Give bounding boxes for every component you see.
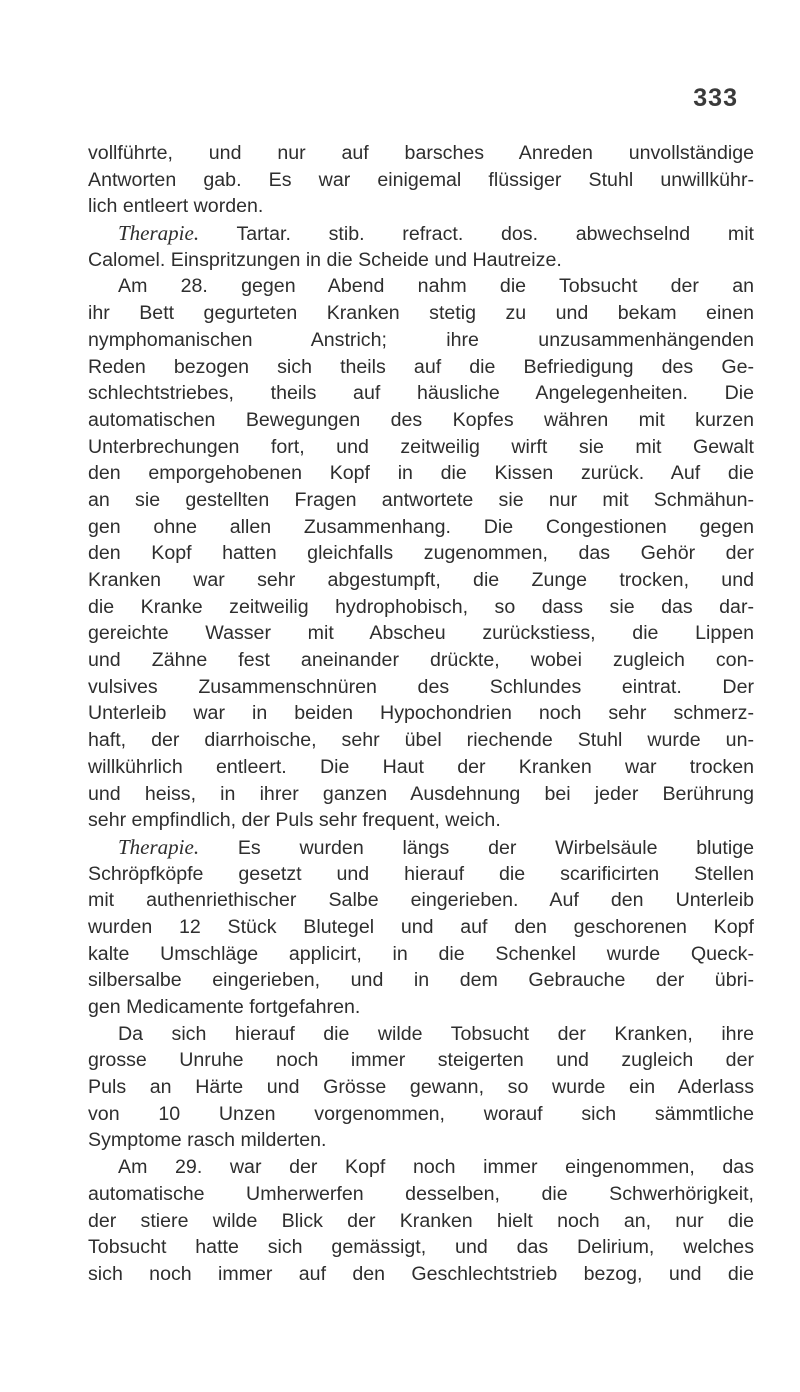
line-text: automatische Umherwerfen desselben, die Schwerhörigkeit,	[88, 1182, 754, 1205]
text-line	[88, 540, 754, 567]
line-text: gen Medicamente fortgefahren.	[88, 996, 361, 1018]
text-line	[88, 1074, 754, 1101]
text-line	[88, 1234, 754, 1261]
text-line	[88, 994, 754, 1021]
line-text: die Kranke zeitweilig hydrophobisch, so dass sie das dar-	[88, 595, 754, 618]
line-text: Unterleib war in beiden Hypochondrien noch sehr schmerz-	[88, 702, 754, 725]
line-text: Am 28. gegen Abend nahm die Tobsucht der an	[118, 275, 754, 298]
text-line	[88, 1047, 754, 1074]
text-line	[88, 1208, 754, 1235]
line-text: und heiss, in ihrer ganzen Ausdehnung bei jeder Berührung	[88, 782, 754, 805]
text-line	[88, 140, 754, 167]
line-text: vollführte, und nur auf barsches Anreden unvollständige	[88, 142, 754, 164]
line-text: den emporgehobenen Kopf in die Kissen zurück. Auf die	[88, 462, 754, 485]
line-text: und Zähne fest aneinander drückte, wobei zugleich con-	[88, 649, 754, 672]
text-line	[88, 220, 754, 247]
text-line	[88, 834, 754, 861]
line-text: Puls an Härte und Grösse gewann, so wurde ein Aderlass	[88, 1076, 754, 1099]
text-line	[88, 1127, 754, 1154]
line-text: Tobsucht hatte sich gemässigt, und das Delirium, welches	[88, 1236, 754, 1259]
line-text: kalte Umschläge applicirt, in die Schenkel wurde Queck-	[88, 942, 754, 965]
text-line	[88, 674, 754, 701]
text-line	[88, 1261, 754, 1288]
text-line	[88, 1101, 754, 1128]
text-line	[88, 193, 754, 220]
line-text: Kranken war sehr abgestumpft, die Zunge trocken, und	[88, 569, 754, 591]
text-line	[88, 594, 754, 621]
line-text: Tartar. stib. refract. dos. abwechselnd mit	[199, 223, 754, 246]
line-text: nymphomanischen Anstrich; ihre unzusammenhängenden	[88, 328, 754, 351]
line-text: den Kopf hatten gleichfalls zugenommen, das Gehör der	[88, 542, 754, 565]
line-text: an sie gestellten Fragen antwortete sie nur mit Schmähun-	[88, 488, 754, 511]
text-line	[88, 887, 754, 914]
line-text: mit authenriethischer Salbe eingerieben. Auf den Unterleib	[88, 889, 754, 912]
text-line	[88, 167, 754, 194]
line-text: willkührlich entleert. Die Haut der Kranken war trocken	[88, 755, 754, 778]
line-text: grosse Unruhe noch immer steigerten und zugleich der	[88, 1049, 754, 1072]
text-line	[88, 967, 754, 994]
line-text: Calomel. Einspritzungen in die Scheide und Hautreize.	[88, 248, 562, 271]
line-text: silbersalbe eingerieben, und in dem Gebrauche der übri-	[88, 969, 754, 992]
text-line	[88, 327, 754, 354]
line-text: lich entleert worden.	[88, 195, 264, 218]
text-line	[88, 941, 754, 968]
line-text: sich noch immer auf den Geschlechtstrieb bezog, und die	[88, 1262, 754, 1285]
line-text: Symptome rasch milderten.	[88, 1129, 327, 1152]
text-line	[88, 300, 754, 327]
text-line	[88, 1021, 754, 1048]
line-text: Da sich hierauf die wilde Tobsucht der Kranken, ihre	[118, 1022, 754, 1045]
line-text: ihr Bett gegurteten Kranken stetig zu und bekam einen	[88, 302, 754, 325]
italic-heading: Therapie.	[118, 221, 200, 246]
text-line	[88, 407, 754, 434]
page-number: 333	[693, 84, 738, 112]
text-line	[88, 1181, 754, 1208]
text-line	[88, 434, 754, 461]
line-text: haft, der diarrhoische, sehr übel riechende Stuhl wurde un-	[88, 729, 754, 752]
line-text: Es wurden längs der Wirbelsäule blutige	[199, 836, 754, 859]
line-text: sehr empfindlich, der Puls sehr frequent, weich.	[88, 809, 501, 832]
line-text: von 10 Unzen vorgenommen, worauf sich sämmtliche	[88, 1102, 754, 1125]
text-line	[88, 1154, 754, 1181]
text-line	[88, 487, 754, 514]
text-line	[88, 647, 754, 674]
italic-heading: Therapie.	[118, 834, 200, 859]
text-line	[88, 754, 754, 781]
line-text: Antworten gab. Es war einigemal flüssiger Stuhl unwillkühr-	[88, 168, 754, 191]
line-text: gereichte Wasser mit Abscheu zurückstiess, die Lippen	[88, 622, 754, 645]
text-line	[88, 914, 754, 941]
text-line	[88, 620, 754, 647]
text-line	[88, 460, 754, 487]
text-line	[88, 727, 754, 754]
line-text: vulsives Zusammenschnüren des Schlundes eintrat. Der	[88, 675, 754, 698]
body-text	[88, 140, 754, 1288]
text-line	[88, 807, 754, 834]
line-text: gen ohne allen Zusammenhang. Die Congestionen gegen	[88, 515, 754, 538]
line-text: Schröpfköpfe gesetzt und hierauf die scarificirten Stellen	[88, 862, 754, 885]
text-line	[88, 247, 754, 274]
line-text: automatischen Bewegungen des Kopfes währen mit kurzen	[88, 408, 754, 431]
text-line	[88, 700, 754, 727]
line-text: der stiere wilde Blick der Kranken hielt noch an, nur die	[88, 1209, 754, 1232]
text-line	[88, 514, 754, 541]
line-text: Am 29. war der Kopf noch immer eingenommen, das	[118, 1156, 754, 1179]
text-line	[88, 861, 754, 888]
line-text: wurden 12 Stück Blutegel und auf den geschorenen Kopf	[88, 915, 754, 938]
text-line	[88, 380, 754, 407]
text-line	[88, 567, 754, 594]
line-text: Reden bezogen sich theils auf die Befriedigung des Ge-	[88, 355, 754, 378]
text-line	[88, 781, 754, 808]
line-text: schlechtstriebes, theils auf häusliche Angelegenheiten. Die	[88, 382, 754, 405]
text-line	[88, 354, 754, 381]
line-text: Unterbrechungen fort, und zeitweilig wirft sie mit Gewalt	[88, 435, 754, 458]
text-line	[88, 273, 754, 300]
